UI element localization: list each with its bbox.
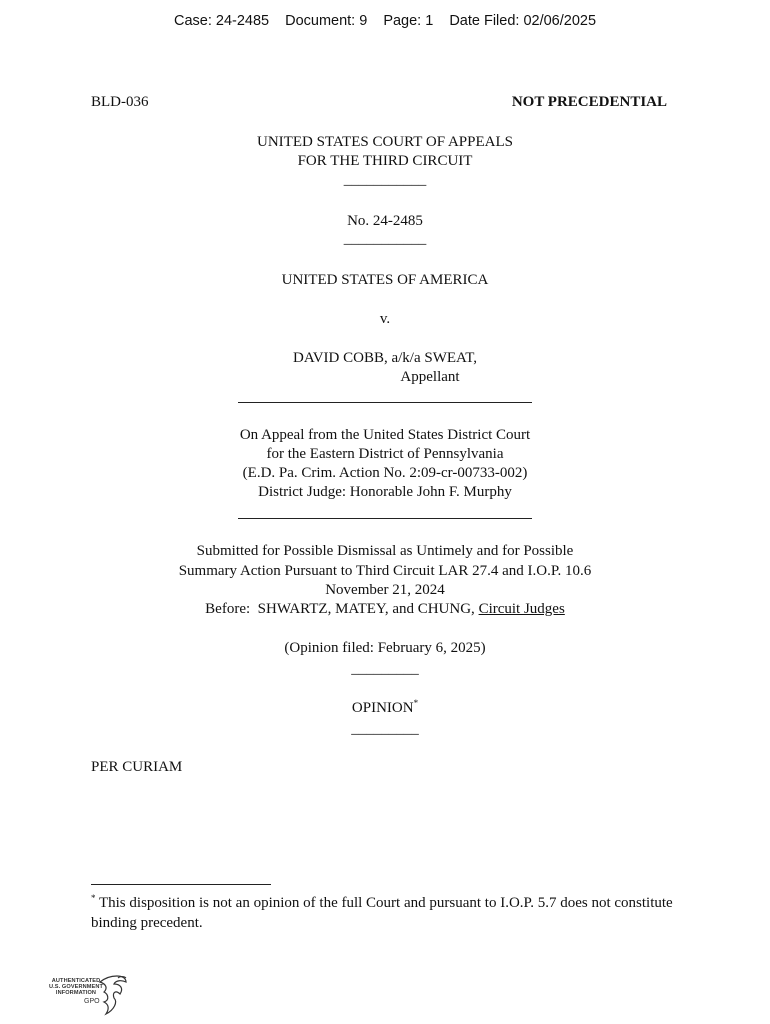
court-name-line2: FOR THE THIRD CIRCUIT <box>297 153 473 169</box>
court-divider: ___________ <box>343 172 427 188</box>
panel-judges: Before: SHWARTZ, MATEY, and CHUNG, <box>205 601 479 617</box>
parties-divider <box>238 402 532 403</box>
document-label: Document: 9 <box>285 13 368 29</box>
opinion-divider: _________ <box>351 721 419 737</box>
opinion-heading <box>0 699 770 718</box>
eagle-icon <box>96 974 130 1016</box>
date-filed-label: Date Filed: 02/06/2025 <box>449 13 597 29</box>
circuit-judges-label: Circuit Judges <box>478 601 565 617</box>
plaintiff-name: UNITED STATES OF AMERICA <box>281 272 489 288</box>
footnote-divider <box>91 884 271 885</box>
footnote <box>91 893 681 933</box>
appeal-line1: On Appeal from the United States District Court <box>239 427 531 443</box>
versus-label: v. <box>379 311 391 327</box>
case-number-divider: ___________ <box>343 231 427 247</box>
opinion-filed-date: (Opinion filed: February 6, 2025) <box>284 640 486 656</box>
footnote-text: This disposition is not an opinion of the full Court and pursuant to I.O.P. 5.7 does not constitute binding precedent. <box>91 895 673 931</box>
document-id: BLD-036 <box>91 94 149 110</box>
court-name-line1: UNITED STATES COURT OF APPEALS <box>257 134 513 150</box>
precedential-status: NOT PRECEDENTIAL <box>511 94 667 110</box>
gpo-mark: GPO <box>84 998 100 1005</box>
footnote-marker: * <box>91 893 96 903</box>
opinion-title: OPINION <box>351 700 414 716</box>
gpo-authentication-logo <box>44 972 134 1018</box>
defendant-name: DAVID COBB, a/k/a SWEAT, <box>292 350 478 366</box>
filing-header <box>0 13 770 29</box>
gpo-logo-text: AUTHENTICATED U.S. GOVERNMENT INFORMATION <box>48 978 104 997</box>
per-curiam-label: PER CURIAM <box>91 759 183 775</box>
opinion-footnote-marker: * <box>413 698 419 708</box>
submission-line2: Summary Action Pursuant to Third Circuit LAR 27.4 and I.O.P. 10.6 <box>178 563 592 579</box>
appeal-line4: District Judge: Honorable John F. Murphy <box>258 484 512 500</box>
case-label: Case: 24-2485 <box>173 13 270 29</box>
appeal-line3: (E.D. Pa. Crim. Action No. 2:09-cr-00733-002) <box>242 465 528 481</box>
panel-line <box>0 600 770 619</box>
submission-date: November 21, 2024 <box>325 582 445 598</box>
opinion-filed-divider: _________ <box>351 661 419 677</box>
submission-line1: Submitted for Possible Dismissal as Untimely and for Possible <box>196 543 574 559</box>
page-label: Page: 1 <box>383 13 434 29</box>
appeal-line2: for the Eastern District of Pennsylvania <box>266 446 504 462</box>
case-number: No. 24-2485 <box>347 213 423 229</box>
appeal-divider <box>238 518 532 519</box>
appellant-role: Appellant <box>400 369 460 385</box>
